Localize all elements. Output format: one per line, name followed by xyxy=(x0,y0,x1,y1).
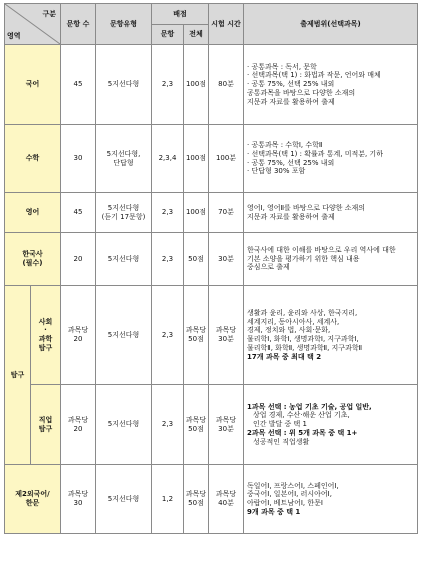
history-score-total: 50점 xyxy=(184,233,209,286)
social-type: 5지선다형 xyxy=(96,286,152,385)
range-line: 세계지리, 동아시아사, 세계사, xyxy=(247,317,340,326)
range-line: 1과목 선택 : 농업 기초 기술, 공업 일반, xyxy=(247,402,372,411)
range-line: 2과목 선택 : 위 5개 과목 중 택 1+ xyxy=(247,428,358,437)
count-label: 과목당 xyxy=(67,415,89,424)
sub-line: 과학 xyxy=(38,335,53,343)
time-label: 과목당 xyxy=(215,326,237,335)
range-line: · 단답형 30% 포함 xyxy=(247,167,306,176)
math-type-line: 5지선다형, xyxy=(106,149,141,158)
foreign-score-total xyxy=(184,465,209,534)
range-line: · 공통 75%, 선택 25% 내외 xyxy=(247,80,335,89)
time-value: 30분 xyxy=(218,335,234,343)
area-history xyxy=(5,233,61,286)
range-line: 경제, 정치와 법, 사회·문화, xyxy=(247,326,331,335)
vocational-range xyxy=(244,385,418,465)
english-score-total: 100점 xyxy=(184,193,209,233)
exam-structure-table xyxy=(4,3,418,534)
korean-time: 80분 xyxy=(209,45,244,125)
range-line: 상업 경제, 수산·해운 산업 기초, xyxy=(253,411,350,420)
area-math: 수학 xyxy=(5,125,61,193)
range-line: · 선택과목(택 1) : 확률과 통계, 미적분, 기하 xyxy=(247,149,383,158)
range-line: 지문과 자료를 활용하여 출제 xyxy=(247,212,335,221)
sub-line: 탐구 xyxy=(38,424,53,433)
math-count: 30 xyxy=(61,125,96,193)
header-count: 문항 수 xyxy=(61,4,96,45)
range-line: 한국사에 대한 이해를 바탕으로 우리 역사에 대한 xyxy=(247,245,396,254)
range-line: · 공통과목 : 수학Ⅰ, 수학Ⅱ xyxy=(247,141,323,149)
social-range xyxy=(244,286,418,385)
header-gubun-label: 구분 xyxy=(42,10,56,18)
area-inquiry: 탐구 xyxy=(5,286,31,465)
header-time: 시험 시간 xyxy=(209,4,244,45)
time-value: 30분 xyxy=(218,424,234,433)
vocational-score-item: 2,3 xyxy=(152,385,184,465)
header-score: 배점 xyxy=(152,4,209,25)
range-line: 영어Ⅰ, 영어Ⅱ를 바탕으로 다양한 소재의 xyxy=(247,203,366,212)
sub-line: 사회 xyxy=(38,317,53,326)
social-time xyxy=(209,286,244,385)
range-line: 아랍어Ⅰ, 베트남어Ⅰ, 한문Ⅰ xyxy=(247,499,323,507)
math-type xyxy=(96,125,152,193)
korean-range xyxy=(244,45,418,125)
social-score-item: 2,3 xyxy=(152,286,184,385)
english-type-line: 5지선다형 xyxy=(107,203,140,212)
row-inquiry-vocational xyxy=(5,385,418,465)
english-count: 45 xyxy=(61,193,96,233)
range-line: · 공통 75%, 선택 25% 내외 xyxy=(247,158,335,167)
time-label: 과목당 xyxy=(215,415,237,424)
foreign-count xyxy=(61,465,96,534)
area-history-line: (필수) xyxy=(22,259,43,267)
range-line: 인간 발달 중 택 1 xyxy=(253,420,307,429)
range-note: 9개 과목 중 택 1 xyxy=(247,507,301,516)
range-line: · 선택과목(택 1) : 화법과 작문, 언어와 매체 xyxy=(247,71,381,80)
header-score-total: 전체 xyxy=(184,25,209,45)
english-score-item: 2,3 xyxy=(152,193,184,233)
area-foreign xyxy=(5,465,61,534)
english-type xyxy=(96,193,152,233)
sub-vocational xyxy=(31,385,61,465)
korean-score-item: 2,3 xyxy=(152,45,184,125)
range-line: 기본 소양을 평가하기 위한 핵심 내용 xyxy=(247,254,360,263)
vocational-time xyxy=(209,385,244,465)
row-korean xyxy=(5,45,418,125)
foreign-range xyxy=(244,465,418,534)
social-score-total xyxy=(184,286,209,385)
area-korean: 국어 xyxy=(5,45,61,125)
area-history-line: 한국사 xyxy=(22,250,43,259)
range-line: · 공통과목 : 독서, 문학 xyxy=(247,62,317,71)
math-score-total: 100점 xyxy=(184,125,209,193)
count-label: 과목당 xyxy=(67,326,89,335)
count-value: 20 xyxy=(73,335,83,343)
time-label: 과목당 xyxy=(215,490,237,499)
range-line: 중국어Ⅰ, 일본어Ⅰ, 러시아어Ⅰ, xyxy=(247,490,332,499)
math-time: 100분 xyxy=(209,125,244,193)
korean-score-total: 100점 xyxy=(184,45,209,125)
english-range xyxy=(244,193,418,233)
math-score-item: 2,3,4 xyxy=(152,125,184,193)
time-value: 40분 xyxy=(218,499,234,507)
range-note: 17개 과목 중 최대 택 2 xyxy=(247,352,322,361)
english-type-line: (듣기 17문항) xyxy=(101,212,146,221)
range-line: 중심으로 출제 xyxy=(247,263,290,272)
area-foreign-line: 제2외국어/ xyxy=(15,490,50,499)
header-range: 출제범위(선택과목) xyxy=(244,4,418,45)
row-history xyxy=(5,233,418,286)
history-range xyxy=(244,233,418,286)
total-value: 50점 xyxy=(188,424,204,433)
row-inquiry-social xyxy=(5,286,418,385)
header-score-item: 문항 xyxy=(152,25,184,45)
history-type: 5지선다형 xyxy=(96,233,152,286)
row-foreign xyxy=(5,465,418,534)
math-type-line: 단답형 xyxy=(113,158,134,167)
history-score-item: 2,3 xyxy=(152,233,184,286)
foreign-time xyxy=(209,465,244,534)
range-line: 생활과 윤리, 윤리와 사상, 한국지리, xyxy=(247,308,358,317)
english-time: 70분 xyxy=(209,193,244,233)
math-range xyxy=(244,125,418,193)
row-english xyxy=(5,193,418,233)
area-foreign-line: 한문 xyxy=(25,499,40,507)
total-label: 과목당 xyxy=(185,415,207,424)
range-line: 물리학Ⅰ, 화학Ⅰ, 생명과학Ⅰ, 지구과학Ⅰ, xyxy=(247,335,359,343)
sub-social-science xyxy=(31,286,61,385)
header-area-label: 영역 xyxy=(7,32,21,41)
area-english: 영어 xyxy=(5,193,61,233)
foreign-type: 5지선다형 xyxy=(96,465,152,534)
sub-line: · xyxy=(44,326,47,335)
header-area-gubun-cell xyxy=(5,4,61,45)
vocational-type: 5지선다형 xyxy=(96,385,152,465)
count-value: 30 xyxy=(73,499,83,507)
range-line: 독일어Ⅰ, 프랑스어Ⅰ, 스페인어Ⅰ, xyxy=(247,481,339,490)
sub-line: 직업 xyxy=(38,415,53,424)
total-value: 50점 xyxy=(188,499,204,507)
foreign-score-item: 1,2 xyxy=(152,465,184,534)
history-count: 20 xyxy=(61,233,96,286)
vocational-score-total xyxy=(184,385,209,465)
range-line: 성공적인 직업생활 xyxy=(253,437,310,446)
vocational-count xyxy=(61,385,96,465)
sub-line: 탐구 xyxy=(38,343,53,352)
range-line: 지문과 자료를 활용하여 출제 xyxy=(247,97,335,106)
total-value: 50점 xyxy=(188,335,204,343)
header-type: 문항유형 xyxy=(96,4,152,45)
total-label: 과목당 xyxy=(185,490,207,499)
total-label: 과목당 xyxy=(185,326,207,335)
range-line: 공통과목을 바탕으로 다양한 소재의 xyxy=(247,88,356,97)
count-value: 20 xyxy=(73,424,83,433)
range-line: 물리학Ⅱ, 화학Ⅱ, 생명과학Ⅱ, 지구과학Ⅱ xyxy=(247,343,363,352)
social-count xyxy=(61,286,96,385)
korean-type: 5지선다형 xyxy=(96,45,152,125)
row-math xyxy=(5,125,418,193)
korean-count: 45 xyxy=(61,45,96,125)
history-time: 30분 xyxy=(209,233,244,286)
header-row xyxy=(5,4,418,25)
count-label: 과목당 xyxy=(67,490,89,499)
